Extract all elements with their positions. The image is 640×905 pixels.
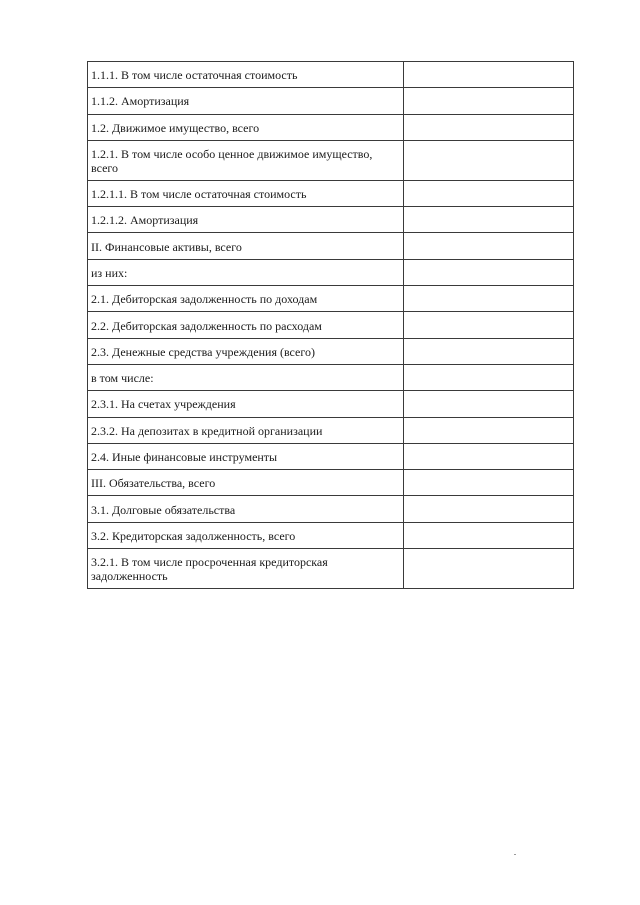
row-label: III. Обязательства, всего	[88, 470, 404, 496]
table-row	[88, 286, 574, 312]
row-value	[404, 233, 574, 259]
table-row	[88, 417, 574, 443]
row-label: 3.2.1. В том числе просроченная кредиторская задолженность	[88, 549, 404, 589]
row-label: 2.3.1. На счетах учреждения	[88, 391, 404, 417]
table-row	[88, 443, 574, 469]
table-row	[88, 549, 574, 589]
row-value	[404, 364, 574, 390]
table-row	[88, 233, 574, 259]
row-value	[404, 391, 574, 417]
row-value	[404, 443, 574, 469]
row-label: 2.3.2. На депозитах в кредитной организации	[88, 417, 404, 443]
table-row	[88, 88, 574, 114]
row-label: II. Финансовые активы, всего	[88, 233, 404, 259]
table-row	[88, 496, 574, 522]
row-label: 1.1.1. В том числе остаточная стоимость	[88, 62, 404, 88]
financial-indicators-table	[87, 61, 574, 589]
row-value	[404, 522, 574, 548]
row-value	[404, 259, 574, 285]
row-value	[404, 180, 574, 206]
row-value	[404, 496, 574, 522]
row-label: 1.1.2. Амортизация	[88, 88, 404, 114]
table-row	[88, 62, 574, 88]
row-value	[404, 417, 574, 443]
table-row	[88, 470, 574, 496]
row-label: 1.2.1.1. В том числе остаточная стоимость	[88, 180, 404, 206]
table-row	[88, 180, 574, 206]
table-row	[88, 338, 574, 364]
row-value	[404, 338, 574, 364]
row-label: 3.1. Долговые обязательства	[88, 496, 404, 522]
row-value	[404, 114, 574, 140]
row-value	[404, 140, 574, 180]
row-value	[404, 549, 574, 589]
table-row	[88, 114, 574, 140]
row-label: 2.3. Денежные средства учреждения (всего)	[88, 338, 404, 364]
row-label: 1.2.1. В том числе особо ценное движимое имущество, всего	[88, 140, 404, 180]
row-value	[404, 470, 574, 496]
table-row	[88, 364, 574, 390]
row-label: 2.1. Дебиторская задолженность по доходам	[88, 286, 404, 312]
scan-speck	[514, 854, 516, 855]
table-row	[88, 391, 574, 417]
row-value	[404, 286, 574, 312]
row-label: 1.2.1.2. Амортизация	[88, 207, 404, 233]
row-value	[404, 62, 574, 88]
row-label: 1.2. Движимое имущество, всего	[88, 114, 404, 140]
table-row	[88, 259, 574, 285]
row-label: 3.2. Кредиторская задолженность, всего	[88, 522, 404, 548]
row-label: из них:	[88, 259, 404, 285]
row-value	[404, 88, 574, 114]
row-label: 2.2. Дебиторская задолженность по расходам	[88, 312, 404, 338]
row-value	[404, 207, 574, 233]
table-row	[88, 522, 574, 548]
row-label: 2.4. Иные финансовые инструменты	[88, 443, 404, 469]
table-row	[88, 140, 574, 180]
row-label: в том числе:	[88, 364, 404, 390]
table-row	[88, 207, 574, 233]
table-row	[88, 312, 574, 338]
row-value	[404, 312, 574, 338]
